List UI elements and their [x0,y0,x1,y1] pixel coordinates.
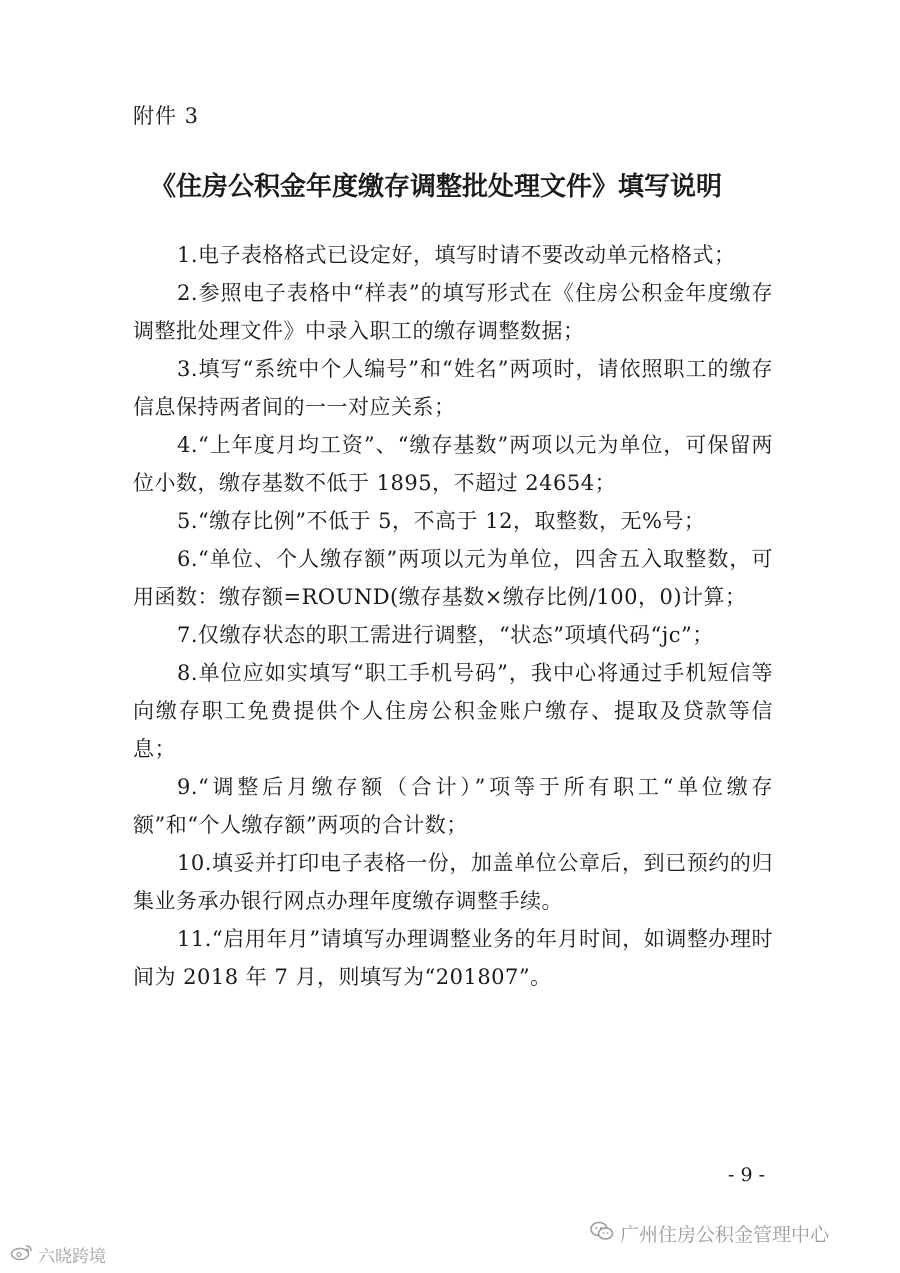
instruction-item: 9.“调整后月缴存额（合计）”项等于所有职工“单位缴存额”和“个人缴存额”两项的合计数； [133,775,773,837]
page-number: - 9 - [728,1164,766,1186]
instruction-item: 10.填妥并打印电子表格一份，加盖单位公章后，到已预约的归集业务承办银行网点办理年度缴存调整手续。 [133,851,773,913]
wechat-icon [590,1221,614,1246]
instruction-item: 5.“缴存比例”不低于 5，不高于 12，取整数，无%号； [177,509,706,533]
weibo-icon [10,1243,34,1266]
instructions-body [133,236,773,996]
weibo-watermark [10,1242,106,1267]
instruction-item: 11.“启用年月”请填写办理调整业务的年月时间，如调整办理时间为 2018 年 7 月，则填写为“201807”。 [133,927,773,989]
instruction-item: 6.“单位、个人缴存额”两项以元为单位，四舍五入取整数，可用函数：缴存额=ROUND(缴存基数×缴存比例/100，0)计算； [133,547,773,609]
weibo-watermark-text: 六晓跨境 [38,1247,106,1267]
wechat-watermark [590,1220,829,1247]
instruction-item: 1.电子表格格式已设定好，填写时请不要改动单元格格式； [177,243,736,267]
instruction-item: 2.参照电子表格中“样表”的填写形式在《住房公积金年度缴存调整批处理文件》中录入职工的缴存调整数据； [133,281,773,343]
attachment-label: 附件 3 [133,104,200,128]
instruction-item: 7.仅缴存状态的职工需进行调整，“状态”项填代码“jc”； [177,623,714,647]
wechat-watermark-text: 广州住房公积金管理中心 [620,1224,830,1246]
document-title: 《住房公积金年度缴存调整批处理文件》填写说明 [150,172,723,202]
instruction-item: 3.填写“系统中个人编号”和“姓名”两项时，请依照职工的缴存信息保持两者间的一一对应关系； [133,357,773,419]
instruction-item: 4.“上年度月均工资”、“缴存基数”两项以元为单位，可保留两位小数，缴存基数不低于 1895，不超过 24654； [133,433,773,495]
instruction-item: 8.单位应如实填写“职工手机号码”，我中心将通过手机短信等向缴存职工免费提供个人住房公积金账户缴存、提取及贷款等信息； [133,661,773,761]
